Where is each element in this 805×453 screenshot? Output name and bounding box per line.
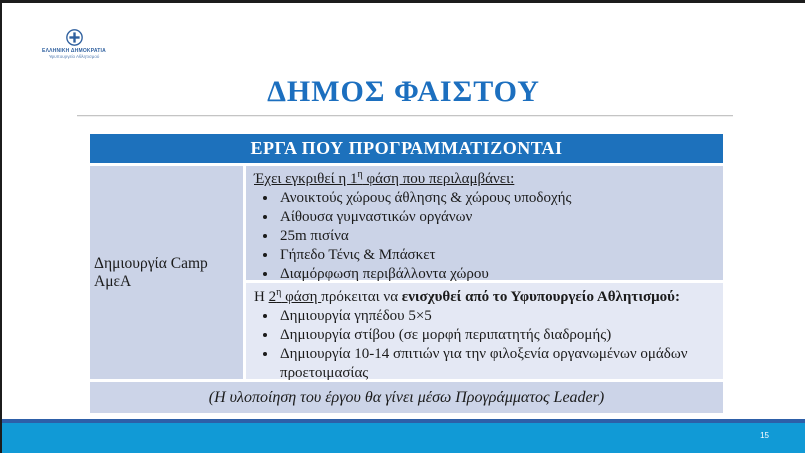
title-divider bbox=[77, 115, 733, 117]
phase2-bullet: • Δημιουργία 10-14 σπιτιών για την φιλοξενία οργανωμένων ομάδων προετοιμασίας bbox=[278, 345, 715, 383]
slide-title: ΔΗΜΟΣ ΦΑΙΣΤΟΥ bbox=[267, 75, 540, 108]
logo-line2: Υφυπουργείο Αθλητισμού bbox=[48, 54, 100, 59]
table-header: ΕΡΓΑ ΠΟΥ ΠΡΟΓΡΑΜΜΑΤΙΖΟΝΤΑΙ bbox=[90, 134, 723, 163]
phase2-bullet-list bbox=[254, 307, 715, 383]
phase2-bullet: • Δημιουργία γηπέδου 5×5 bbox=[278, 307, 715, 326]
phase2-superscript: η bbox=[276, 287, 282, 298]
government-logo bbox=[26, 29, 122, 60]
phase1-heading: Έχει εγκριθεί η $1^\eta$ φάση που περιλαμβάνει: bbox=[254, 169, 515, 187]
phase2-bullet: • Δημιουργία στίβου (σε μορφή περιπατητής διαδρομής) bbox=[278, 326, 715, 345]
phase1-cell bbox=[246, 166, 723, 280]
logo-line1: ΕΛΛΗΝΙΚΗ ΔΗΜΟΚΡΑΤΙΑ bbox=[42, 48, 106, 54]
phase1-bullet: • Γήπεδο Τένις & Μπάσκετ bbox=[278, 246, 715, 265]
phase1-bullet-list bbox=[254, 189, 715, 284]
table-body bbox=[90, 166, 723, 379]
project-name-cell bbox=[90, 166, 243, 379]
phase1-bullet: • Ανοικτούς χώρους άθλησης & χώρους υποδοχής bbox=[278, 189, 715, 208]
phase2-cell bbox=[246, 283, 723, 379]
table-footer-note: (Η υλοποίηση του έργου θα γίνει μέσω Προγράμματος Leader) bbox=[90, 382, 723, 413]
bottom-bar bbox=[2, 423, 805, 453]
phase1-superscript: η bbox=[357, 169, 363, 180]
phase1-bullet: • Διαμόρφωση περιβάλλοντα χώρου bbox=[278, 265, 715, 284]
page-number: 15 bbox=[760, 431, 769, 440]
project-name: Δημιουργία Camp ΑμεΑ bbox=[94, 254, 208, 290]
project-details-column bbox=[246, 166, 723, 379]
phase2-heading: Η $2^\eta$ φάση πρόκειται να ενισχυθεί από το Υφυπουργείο Αθλητισμού: bbox=[254, 287, 680, 305]
projects-table bbox=[90, 134, 723, 413]
phase1-bullet: • Αίθουσα γυμναστικών οργάνων bbox=[278, 208, 715, 227]
phase1-bullet: • 25m πισίνα bbox=[278, 227, 715, 246]
phase2-bold-text: ενισχυθεί από το Υφυπουργείο Αθλητισμού: bbox=[401, 289, 680, 305]
hellenic-republic-emblem-icon bbox=[66, 29, 83, 46]
